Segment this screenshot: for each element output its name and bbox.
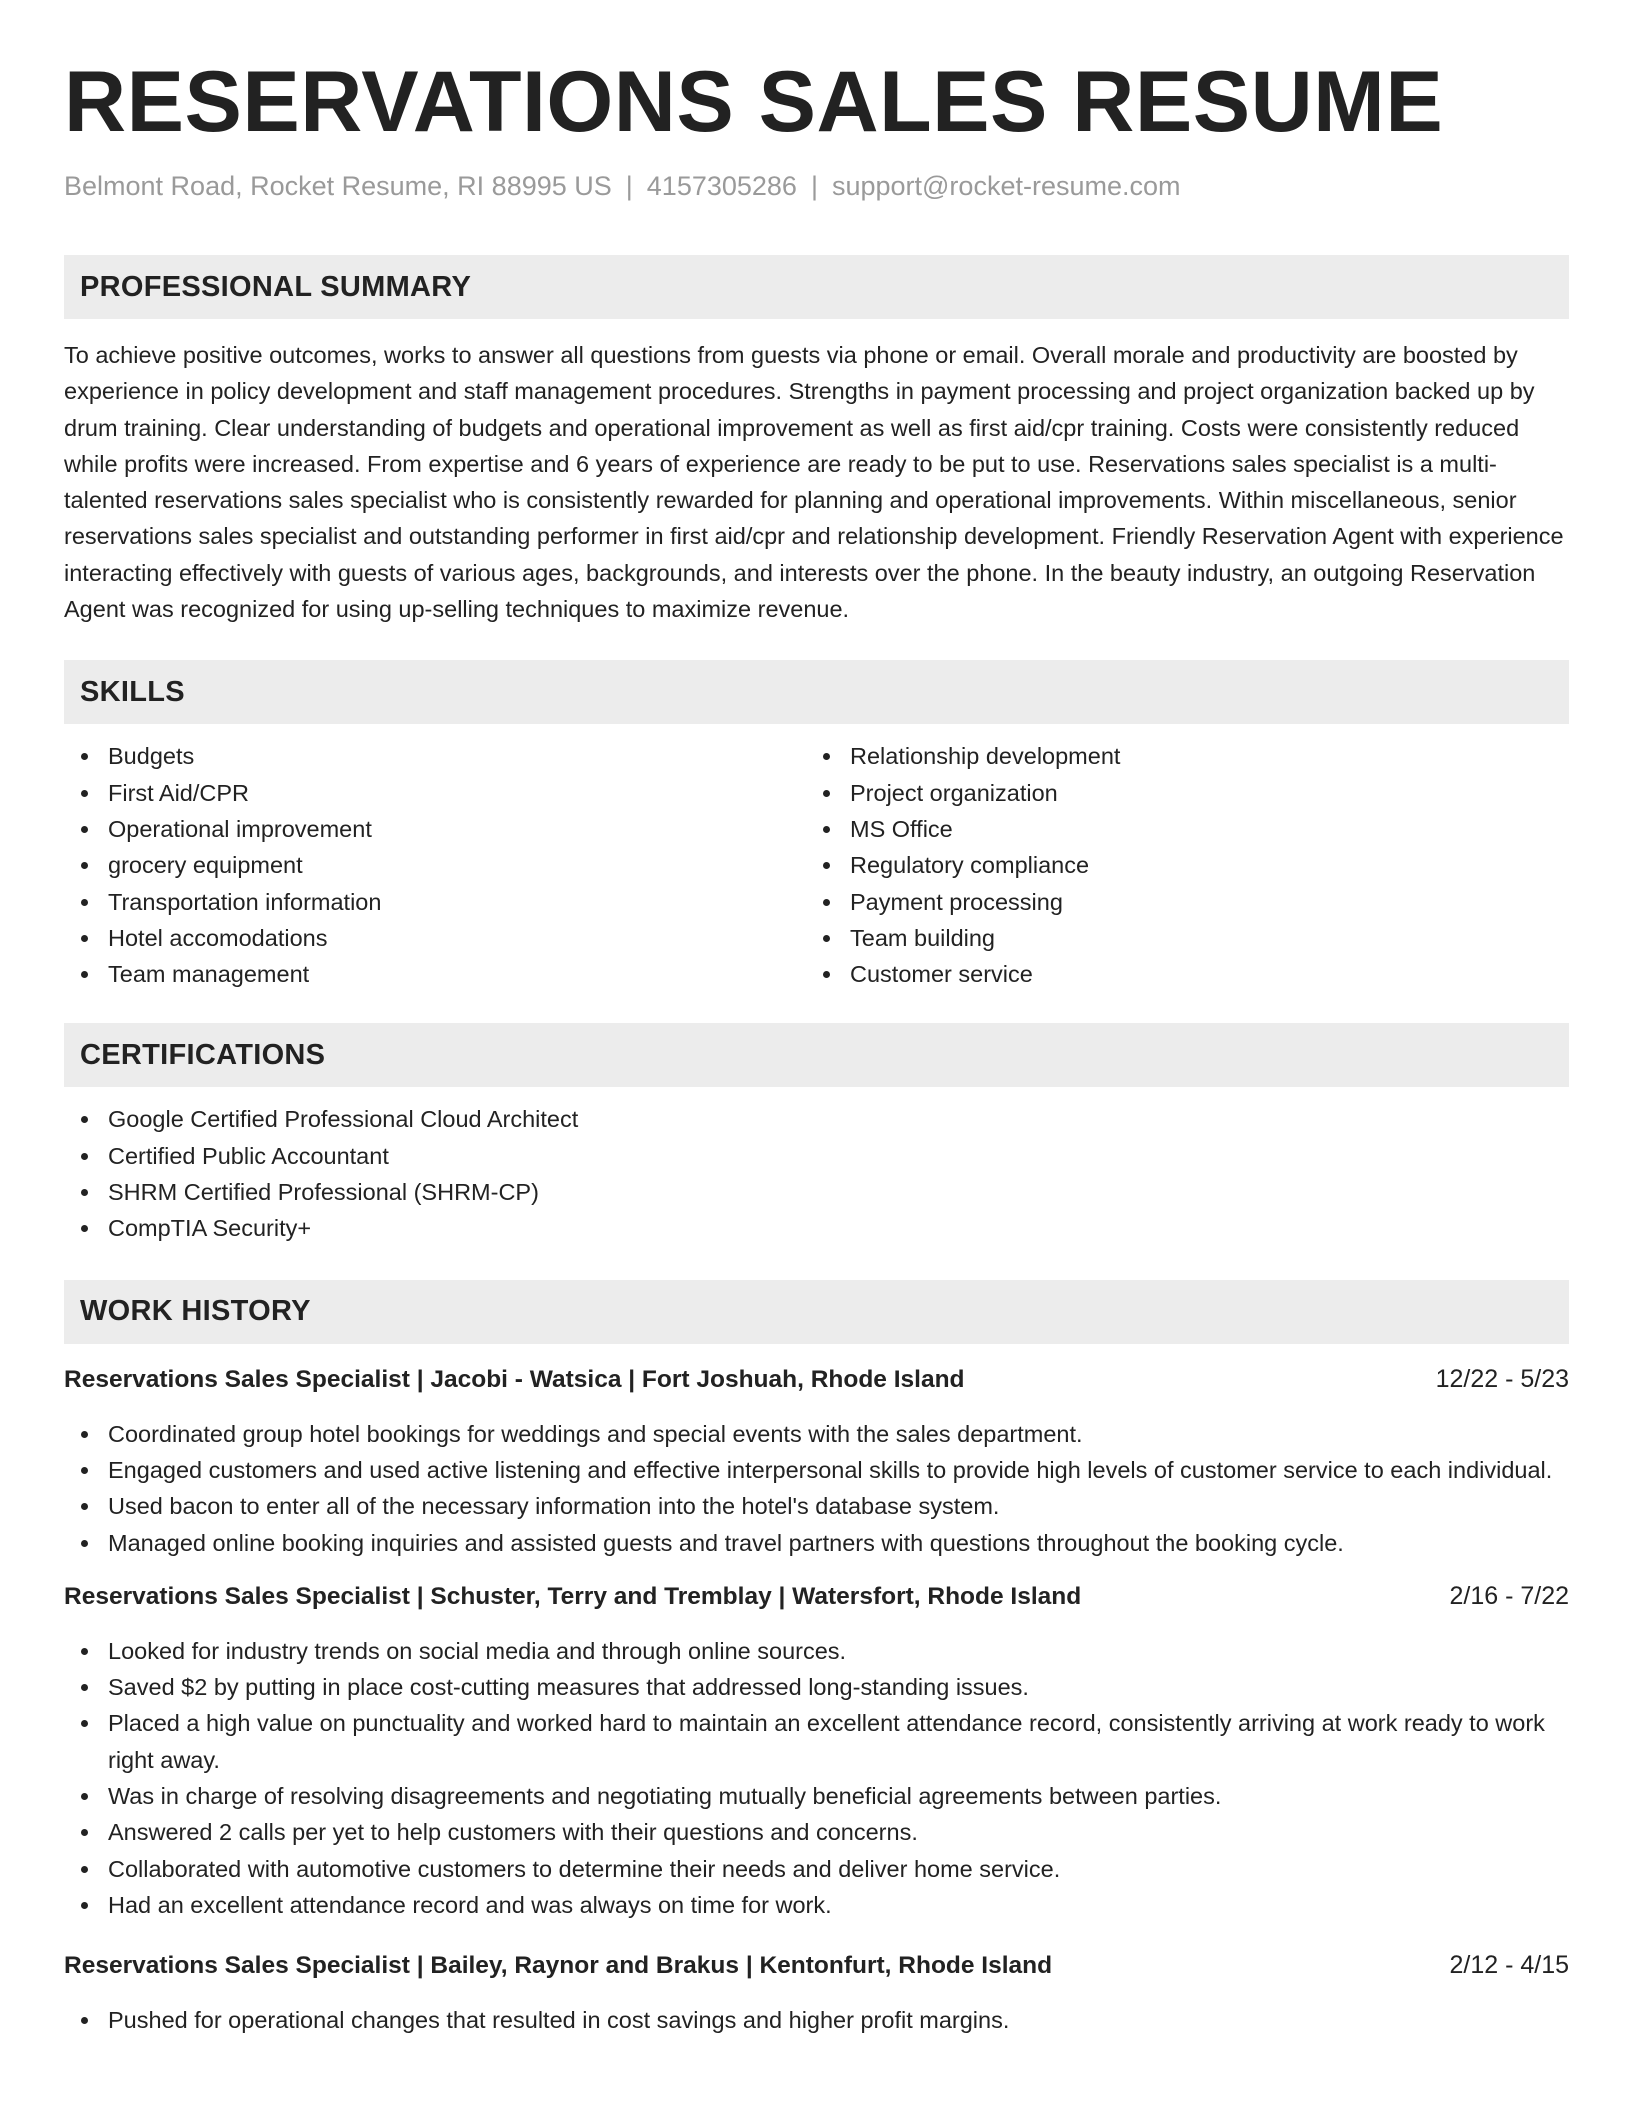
skill-item: MS Office [806,811,1548,847]
skill-item: Budgets [64,738,806,774]
contact-address: Belmont Road, Rocket Resume, RI 88995 US [64,171,612,201]
contact-line [64,168,1569,204]
skills-right-list [806,738,1548,992]
certification-item: Google Certified Professional Cloud Architect [64,1101,1569,1137]
skill-item: Relationship development [806,738,1548,774]
job-entry [64,1947,1569,2038]
job-dates: 12/22 - 5/23 [1435,1364,1569,1393]
job-heading-row [64,1361,1569,1398]
job-bullet: Saved $2 by putting in place cost-cutting measures that addressed long-standing issues. [64,1669,1569,1705]
skill-item: Payment processing [806,884,1548,920]
job-bullet: Answered 2 calls per yet to help customers with their questions and concerns. [64,1814,1569,1850]
job-bullet: Placed a high value on punctuality and worked hard to maintain an excellent attendance record, consistently arriving at work ready to work right away. [64,1705,1569,1778]
job-entry [64,1578,1569,1923]
job-bullet: Used bacon to enter all of the necessary information into the hotel's database system. [64,1488,1569,1524]
skill-item: Operational improvement [64,811,806,847]
skills-grid [64,738,1569,992]
job-bullets [64,1633,1569,1923]
job-bullet: Pushed for operational changes that resulted in cost savings and higher profit margins. [64,2002,1569,2038]
skill-item: grocery equipment [64,847,806,883]
job-bullet: Managed online booking inquiries and assisted guests and travel partners with questions throughout the booking cycle. [64,1525,1569,1561]
job-heading: Reservations Sales Specialist | Jacobi - Watsica | Fort Joshuah, Rhode Island [64,1365,965,1393]
job-entry [64,1361,1569,1561]
work-history-header: WORK HISTORY [64,1280,1569,1344]
skills-left-list [64,738,806,992]
job-bullet: Was in charge of resolving disagreements and negotiating mutually beneficial agreements between parties. [64,1778,1569,1814]
contact-separator: | [625,171,633,201]
contact-separator: | [810,171,818,201]
skill-item: First Aid/CPR [64,775,806,811]
skill-item: Team building [806,920,1548,956]
summary-text: To achieve positive outcomes, works to answer all questions from guests via phone or email. Overall morale and productivity are boosted by experience in policy development and staff management procedures. Strengths in payment processing and project organization backed up by drum training. Clear understanding of budgets and operational improvement as well as first aid/cpr training. Costs were consistently reduced while profits were increased. From expertise and 6 years of experience are ready to be put to use. Reservations sales specialist is a multi-talented reservations sales specialist who is consistently rewarded for planning and operational improvements. Within miscellaneous, senior reservations sales specialist and outstanding performer in first aid/cpr and relationship development. Friendly Reservation Agent with experience interacting effectively with guests of various ages, backgrounds, and interests over the phone. In the beauty industry, an outgoing Reservation Agent was recognized for using up-selling techniques to maximize revenue. [64,342,1564,623]
certification-item: CompTIA Security+ [64,1210,1569,1246]
job-bullet: Collaborated with automotive customers to determine their needs and deliver home service. [64,1851,1569,1887]
skill-item: Transportation information [64,884,806,920]
contact-email: support@rocket-resume.com [831,171,1181,201]
job-bullet: Engaged customers and used active listening and effective interpersonal skills to provide high levels of customer service to each individual. [64,1452,1569,1488]
resume-page [64,0,1569,2039]
summary-header: PROFESSIONAL SUMMARY [64,255,1569,319]
job-dates: 2/16 - 7/22 [1449,1581,1569,1610]
contact-phone: 4157305286 [646,171,797,201]
skill-item: Customer service [806,956,1548,992]
job-dates: 2/12 - 4/15 [1449,1951,1569,1980]
certification-item: SHRM Certified Professional (SHRM-CP) [64,1174,1569,1210]
resume-title: RESERVATIONS SALES RESUME [64,54,1444,150]
job-heading-row [64,1947,1569,1984]
job-bullets [64,1416,1569,1561]
skill-item: Regulatory compliance [806,847,1548,883]
job-bullet: Coordinated group hotel bookings for weddings and special events with the sales department. [64,1416,1569,1452]
skill-item: Hotel accomodations [64,920,806,956]
certifications-list [64,1101,1569,1246]
skill-item: Project organization [806,775,1548,811]
certifications-header: CERTIFICATIONS [64,1023,1569,1087]
job-bullet: Had an excellent attendance record and was always on time for work. [64,1887,1569,1923]
skills-header: SKILLS [64,660,1569,724]
job-bullets [64,2002,1569,2038]
job-heading-row [64,1578,1569,1615]
job-heading: Reservations Sales Specialist | Bailey, Raynor and Brakus | Kentonfurt, Rhode Island [64,1952,1053,1980]
job-bullet: Looked for industry trends on social media and through online sources. [64,1633,1569,1669]
certification-item: Certified Public Accountant [64,1138,1569,1174]
skill-item: Team management [64,956,806,992]
job-heading: Reservations Sales Specialist | Schuster, Terry and Tremblay | Watersfort, Rhode Island [64,1582,1082,1610]
